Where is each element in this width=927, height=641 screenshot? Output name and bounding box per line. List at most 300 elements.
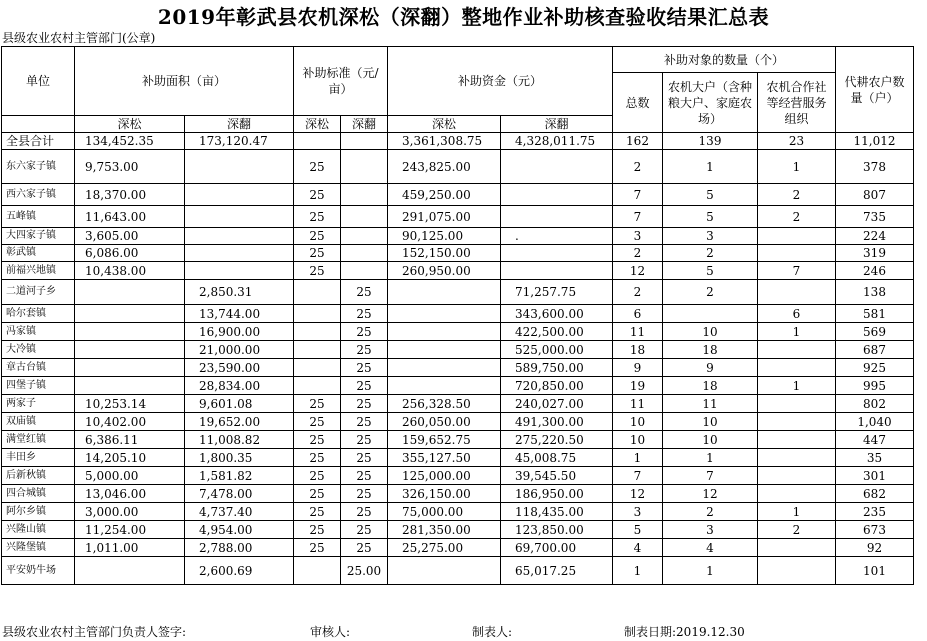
row-total: 11 (613, 395, 663, 413)
row-std-shenfan: 25 (341, 431, 388, 449)
row-large-households: 18 (663, 377, 758, 395)
table-row (2, 539, 914, 557)
row-area-shensong (75, 557, 185, 585)
row-fund-shensong: 75,000.00 (388, 503, 501, 521)
row-farmers: 319 (836, 245, 914, 262)
row-area-shensong (75, 341, 185, 359)
row-fund-shenfan (501, 245, 613, 262)
row-total: 7 (613, 206, 663, 228)
row-large-households: 2 (663, 503, 758, 521)
row-std-shensong: 25 (294, 539, 341, 557)
row-large-households: 5 (663, 184, 758, 206)
row-large-households: 7 (663, 467, 758, 485)
row-area-shensong: 10,402.00 (75, 413, 185, 431)
row-std-shenfan: 25 (341, 280, 388, 305)
row-std-shensong: 25 (294, 521, 341, 539)
row-large-households: 2 (663, 280, 758, 305)
row-large-households: 12 (663, 485, 758, 503)
row-fund-shenfan: 240,027.00 (501, 395, 613, 413)
row-unit: 彰武镇 (2, 245, 75, 262)
header-fund-shenfan: 深翻 (501, 116, 613, 133)
row-cooperatives: 2 (758, 521, 836, 539)
row-fund-shensong: 291,075.00 (388, 206, 501, 228)
row-std-shenfan: 25 (341, 305, 388, 323)
row-std-shenfan: 25 (341, 521, 388, 539)
row-std-shensong (294, 305, 341, 323)
row-farmers: 35 (836, 449, 914, 467)
table-row (2, 377, 914, 395)
table-row (2, 305, 914, 323)
row-area-shensong: 3,605.00 (75, 228, 185, 245)
row-fund-shenfan: 71,257.75 (501, 280, 613, 305)
row-large-households: 18 (663, 341, 758, 359)
row-std-shenfan: 25 (341, 359, 388, 377)
row-total: 12 (613, 485, 663, 503)
row-large-households: 1 (663, 557, 758, 585)
row-farmers: 581 (836, 305, 914, 323)
row-area-shensong: 10,438.00 (75, 262, 185, 280)
header-total: 总数 (613, 73, 663, 133)
report-title: 2019年彰武县农机深松（深翻）整地作业补助核查验收结果汇总表 (157, 5, 770, 29)
row-area-shenfan: 1,800.35 (185, 449, 294, 467)
table-row (2, 485, 914, 503)
row-fund-shensong: 281,350.00 (388, 521, 501, 539)
row-unit: 前福兴地镇 (2, 262, 75, 280)
row-cooperatives: 1 (758, 150, 836, 184)
row-unit: 东六家子镇 (2, 150, 75, 184)
row-cooperatives: 1 (758, 377, 836, 395)
row-fund-shenfan: 720,850.00 (501, 377, 613, 395)
row-fund-shenfan: 4,328,011.75 (501, 133, 613, 150)
row-farmers: 235 (836, 503, 914, 521)
row-area-shenfan: 9,601.08 (185, 395, 294, 413)
row-area-shenfan: 2,600.69 (185, 557, 294, 585)
row-farmers: 92 (836, 539, 914, 557)
row-farmers: 447 (836, 431, 914, 449)
row-large-households: 2 (663, 245, 758, 262)
row-large-households (663, 305, 758, 323)
row-farmers: 925 (836, 359, 914, 377)
summary-table (1, 46, 914, 585)
row-std-shensong (294, 280, 341, 305)
row-large-households: 1 (663, 449, 758, 467)
row-std-shensong: 25 (294, 467, 341, 485)
row-fund-shenfan: 525,000.00 (501, 341, 613, 359)
row-area-shenfan: 4,954.00 (185, 521, 294, 539)
table-row (2, 228, 914, 245)
row-fund-shensong: 152,150.00 (388, 245, 501, 262)
row-area-shensong: 134,452.35 (75, 133, 185, 150)
row-std-shenfan: 25 (341, 413, 388, 431)
row-cooperatives (758, 431, 836, 449)
row-unit: 冯家镇 (2, 323, 75, 341)
row-area-shenfan: 13,744.00 (185, 305, 294, 323)
row-farmers: 995 (836, 377, 914, 395)
row-cooperatives (758, 341, 836, 359)
row-fund-shensong: 256,328.50 (388, 395, 501, 413)
row-area-shensong: 9,753.00 (75, 150, 185, 184)
row-area-shenfan: 7,478.00 (185, 485, 294, 503)
row-large-households: 5 (663, 206, 758, 228)
row-area-shenfan (185, 206, 294, 228)
table-row (2, 150, 914, 184)
row-area-shensong: 1,011.00 (75, 539, 185, 557)
header-objects: 补助对象的数量（个） (613, 47, 836, 73)
row-fund-shensong: 243,825.00 (388, 150, 501, 184)
row-unit: 兴隆山镇 (2, 521, 75, 539)
footer-reviewer: 审核人: (310, 625, 351, 639)
row-unit: 哈尔套镇 (2, 305, 75, 323)
row-unit: 满堂红镇 (2, 431, 75, 449)
row-std-shenfan: 25.00 (341, 557, 388, 585)
row-large-households: 3 (663, 228, 758, 245)
row-total: 7 (613, 184, 663, 206)
department-label: 县级农业农村主管部门(公章) (2, 31, 156, 45)
row-fund-shensong: 125,000.00 (388, 467, 501, 485)
table-row (2, 184, 914, 206)
table-row (2, 449, 914, 467)
row-std-shensong: 25 (294, 262, 341, 280)
row-unit: 大冷镇 (2, 341, 75, 359)
row-cooperatives: 23 (758, 133, 836, 150)
row-std-shensong (294, 323, 341, 341)
row-std-shensong (294, 359, 341, 377)
row-area-shensong (75, 359, 185, 377)
row-farmers: 1,040 (836, 413, 914, 431)
header-area-shensong: 深松 (75, 116, 185, 133)
row-area-shenfan: 173,120.47 (185, 133, 294, 150)
row-total: 2 (613, 150, 663, 184)
row-fund-shenfan (501, 150, 613, 184)
row-std-shensong: 25 (294, 150, 341, 184)
header-farmers: 代耕农户数量（户） (836, 47, 914, 133)
row-fund-shensong: 355,127.50 (388, 449, 501, 467)
row-fund-shenfan: 343,600.00 (501, 305, 613, 323)
row-area-shenfan (185, 262, 294, 280)
row-std-shensong (294, 377, 341, 395)
header-area: 补助面积（亩） (75, 47, 294, 116)
row-farmers: 138 (836, 280, 914, 305)
row-cooperatives: 2 (758, 206, 836, 228)
row-area-shenfan (185, 184, 294, 206)
row-std-shensong: 25 (294, 413, 341, 431)
row-unit: 两家子 (2, 395, 75, 413)
row-farmers: 802 (836, 395, 914, 413)
row-fund-shensong: 25,275.00 (388, 539, 501, 557)
row-total: 4 (613, 539, 663, 557)
row-unit: 双庙镇 (2, 413, 75, 431)
row-fund-shenfan: 275,220.50 (501, 431, 613, 449)
row-unit: 二道河子乡 (2, 280, 75, 305)
row-farmers: 807 (836, 184, 914, 206)
row-fund-shenfan: 123,850.00 (501, 521, 613, 539)
row-fund-shenfan: 118,435.00 (501, 503, 613, 521)
row-fund-shenfan: 69,700.00 (501, 539, 613, 557)
row-large-households: 10 (663, 323, 758, 341)
row-cooperatives: 2 (758, 184, 836, 206)
row-area-shenfan (185, 245, 294, 262)
table-row (2, 557, 914, 585)
row-area-shensong: 6,086.00 (75, 245, 185, 262)
row-area-shenfan: 2,788.00 (185, 539, 294, 557)
row-unit: 丰田乡 (2, 449, 75, 467)
row-std-shenfan: 25 (341, 341, 388, 359)
row-cooperatives (758, 413, 836, 431)
row-farmers: 735 (836, 206, 914, 228)
row-unit: 平安奶牛场 (2, 557, 75, 585)
row-std-shenfan (341, 150, 388, 184)
row-std-shenfan: 25 (341, 323, 388, 341)
row-fund-shenfan (501, 184, 613, 206)
row-area-shensong: 11,643.00 (75, 206, 185, 228)
row-area-shensong: 11,254.00 (75, 521, 185, 539)
table-row (2, 245, 914, 262)
row-large-households: 5 (663, 262, 758, 280)
row-cooperatives: 6 (758, 305, 836, 323)
row-unit: 全县合计 (2, 133, 75, 150)
row-std-shenfan: 25 (341, 503, 388, 521)
row-cooperatives: 1 (758, 503, 836, 521)
row-area-shensong: 13,046.00 (75, 485, 185, 503)
row-fund-shensong: 260,950.00 (388, 262, 501, 280)
row-fund-shenfan: 491,300.00 (501, 413, 613, 431)
table-row (2, 280, 914, 305)
row-fund-shensong: 159,652.75 (388, 431, 501, 449)
row-area-shensong (75, 323, 185, 341)
row-farmers: 101 (836, 557, 914, 585)
row-area-shensong (75, 377, 185, 395)
row-area-shenfan: 23,590.00 (185, 359, 294, 377)
row-fund-shenfan (501, 262, 613, 280)
row-std-shensong: 25 (294, 395, 341, 413)
row-cooperatives (758, 228, 836, 245)
row-std-shensong: 25 (294, 485, 341, 503)
table-row (2, 413, 914, 431)
table-total-row (2, 133, 914, 150)
header-blank (2, 116, 75, 133)
row-large-households: 3 (663, 521, 758, 539)
row-area-shenfan: 4,737.40 (185, 503, 294, 521)
row-cooperatives (758, 485, 836, 503)
row-large-households: 1 (663, 150, 758, 184)
row-std-shenfan (341, 184, 388, 206)
row-total: 3 (613, 228, 663, 245)
row-area-shenfan: 11,008.82 (185, 431, 294, 449)
table-row (2, 467, 914, 485)
row-unit: 四堡子镇 (2, 377, 75, 395)
row-std-shensong (294, 133, 341, 150)
header-std-shensong: 深松 (294, 116, 341, 133)
header-large-households: 农机大户（含种粮大户、家庭农场） (663, 73, 758, 133)
row-fund-shensong (388, 557, 501, 585)
table-row (2, 431, 914, 449)
row-std-shenfan: 25 (341, 539, 388, 557)
row-large-households: 10 (663, 431, 758, 449)
row-fund-shensong (388, 341, 501, 359)
row-std-shenfan (341, 206, 388, 228)
table-row (2, 503, 914, 521)
table-row (2, 341, 914, 359)
header-std-shenfan: 深翻 (341, 116, 388, 133)
row-total: 19 (613, 377, 663, 395)
header-cooperatives: 农机合作社等经营服务组织 (758, 73, 836, 133)
row-large-households: 139 (663, 133, 758, 150)
row-cooperatives (758, 280, 836, 305)
row-farmers: 246 (836, 262, 914, 280)
row-total: 9 (613, 359, 663, 377)
row-total: 1 (613, 557, 663, 585)
footer (2, 625, 922, 639)
row-std-shensong (294, 341, 341, 359)
row-std-shensong: 25 (294, 206, 341, 228)
row-unit: 西六家子镇 (2, 184, 75, 206)
row-total: 6 (613, 305, 663, 323)
row-area-shenfan: 2,850.31 (185, 280, 294, 305)
row-fund-shenfan: . (501, 228, 613, 245)
header-area-shenfan: 深翻 (185, 116, 294, 133)
row-total: 3 (613, 503, 663, 521)
row-total: 11 (613, 323, 663, 341)
table-row (2, 395, 914, 413)
row-std-shensong (294, 557, 341, 585)
row-fund-shensong: 260,050.00 (388, 413, 501, 431)
row-area-shensong: 5,000.00 (75, 467, 185, 485)
footer-preparer: 制表人: (472, 625, 513, 639)
row-farmers: 682 (836, 485, 914, 503)
row-area-shenfan: 16,900.00 (185, 323, 294, 341)
row-fund-shenfan: 45,008.75 (501, 449, 613, 467)
row-std-shensong: 25 (294, 184, 341, 206)
row-large-households: 9 (663, 359, 758, 377)
row-total: 18 (613, 341, 663, 359)
footer-date: 制表日期:2019.12.30 (624, 625, 745, 639)
row-unit: 章古台镇 (2, 359, 75, 377)
row-area-shenfan: 28,834.00 (185, 377, 294, 395)
row-cooperatives (758, 449, 836, 467)
row-total: 5 (613, 521, 663, 539)
row-area-shenfan: 21,000.00 (185, 341, 294, 359)
row-area-shensong (75, 305, 185, 323)
row-std-shenfan (341, 133, 388, 150)
row-fund-shenfan: 186,950.00 (501, 485, 613, 503)
row-fund-shensong (388, 377, 501, 395)
header-unit: 单位 (2, 47, 75, 116)
row-cooperatives (758, 245, 836, 262)
row-unit: 后新秋镇 (2, 467, 75, 485)
row-std-shenfan (341, 245, 388, 262)
row-std-shensong: 25 (294, 431, 341, 449)
row-area-shenfan: 19,652.00 (185, 413, 294, 431)
row-area-shensong: 10,253.14 (75, 395, 185, 413)
table-row (2, 323, 914, 341)
row-cooperatives: 1 (758, 323, 836, 341)
row-total: 162 (613, 133, 663, 150)
row-unit: 大四家子镇 (2, 228, 75, 245)
row-fund-shenfan: 589,750.00 (501, 359, 613, 377)
row-fund-shensong (388, 323, 501, 341)
row-area-shensong: 14,205.10 (75, 449, 185, 467)
row-fund-shensong (388, 305, 501, 323)
row-std-shensong: 25 (294, 449, 341, 467)
row-area-shensong: 3,000.00 (75, 503, 185, 521)
row-fund-shensong: 3,361,308.75 (388, 133, 501, 150)
row-area-shenfan: 1,581.82 (185, 467, 294, 485)
header-funds: 补助资金（元） (388, 47, 613, 116)
row-total: 12 (613, 262, 663, 280)
row-total: 2 (613, 280, 663, 305)
row-area-shensong: 6,386.11 (75, 431, 185, 449)
row-std-shensong: 25 (294, 228, 341, 245)
row-total: 7 (613, 467, 663, 485)
row-std-shensong: 25 (294, 245, 341, 262)
row-fund-shenfan: 65,017.25 (501, 557, 613, 585)
row-cooperatives: 7 (758, 262, 836, 280)
row-farmers: 569 (836, 323, 914, 341)
row-fund-shenfan: 39,545.50 (501, 467, 613, 485)
row-area-shensong (75, 280, 185, 305)
row-cooperatives (758, 557, 836, 585)
row-std-shenfan: 25 (341, 395, 388, 413)
row-unit: 兴隆堡镇 (2, 539, 75, 557)
row-total: 1 (613, 449, 663, 467)
row-large-households: 11 (663, 395, 758, 413)
row-farmers: 673 (836, 521, 914, 539)
row-fund-shensong (388, 280, 501, 305)
row-large-households: 4 (663, 539, 758, 557)
row-cooperatives (758, 467, 836, 485)
row-cooperatives (758, 395, 836, 413)
row-std-shenfan (341, 262, 388, 280)
row-unit: 五峰镇 (2, 206, 75, 228)
row-fund-shensong: 459,250.00 (388, 184, 501, 206)
row-std-shenfan: 25 (341, 377, 388, 395)
row-cooperatives (758, 539, 836, 557)
row-fund-shenfan (501, 206, 613, 228)
row-fund-shensong (388, 359, 501, 377)
footer-head-signature: 县级农业农村主管部门负责人签字: (2, 625, 187, 639)
row-std-shenfan: 25 (341, 467, 388, 485)
row-unit: 四合城镇 (2, 485, 75, 503)
row-area-shensong: 18,370.00 (75, 184, 185, 206)
row-std-shenfan: 25 (341, 485, 388, 503)
row-area-shenfan (185, 150, 294, 184)
table-row (2, 359, 914, 377)
row-fund-shensong: 326,150.00 (388, 485, 501, 503)
row-large-households: 10 (663, 413, 758, 431)
row-farmers: 687 (836, 341, 914, 359)
row-farmers: 378 (836, 150, 914, 184)
table-row (2, 262, 914, 280)
row-fund-shenfan: 422,500.00 (501, 323, 613, 341)
row-std-shenfan: 25 (341, 449, 388, 467)
row-area-shenfan (185, 228, 294, 245)
row-cooperatives (758, 359, 836, 377)
row-farmers: 301 (836, 467, 914, 485)
table-row (2, 206, 914, 228)
row-std-shenfan (341, 228, 388, 245)
header-standard: 补助标准（元/亩） (294, 47, 388, 116)
row-total: 10 (613, 413, 663, 431)
row-total: 10 (613, 431, 663, 449)
row-fund-shensong: 90,125.00 (388, 228, 501, 245)
row-unit: 阿尔乡镇 (2, 503, 75, 521)
header-fund-shensong: 深松 (388, 116, 501, 133)
row-farmers: 11,012 (836, 133, 914, 150)
table-row (2, 521, 914, 539)
row-farmers: 224 (836, 228, 914, 245)
row-std-shensong: 25 (294, 503, 341, 521)
row-total: 2 (613, 245, 663, 262)
